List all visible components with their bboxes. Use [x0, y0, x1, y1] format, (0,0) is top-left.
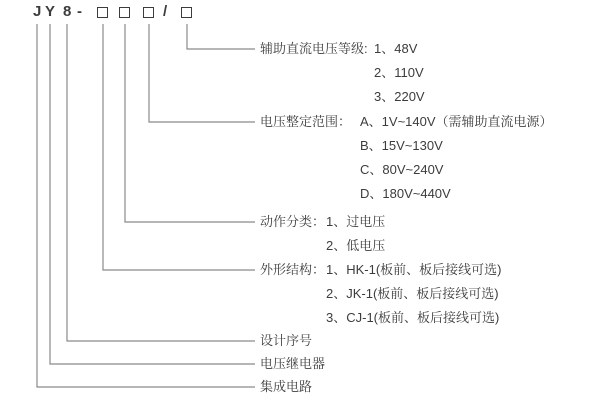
legend-option: 3、CJ-1(板前、板后接线可选) — [326, 310, 500, 325]
legend-row — [260, 37, 425, 61]
model-code-char-y: Y — [45, 3, 56, 20]
model-code-box-1 — [97, 7, 108, 18]
legend-option: 2、低电压 — [326, 238, 386, 253]
legend-design-serial — [260, 329, 312, 353]
legend-option: 2、110V — [374, 65, 424, 80]
legend-row — [260, 134, 553, 158]
model-code-box-3 — [143, 7, 154, 18]
legend-outline-structure-title: 外形结构： — [260, 262, 326, 277]
model-code-box-4 — [181, 7, 192, 18]
legend-row — [260, 306, 502, 330]
legend-row — [260, 258, 502, 282]
legend-option: 2、JK-1(板前、板后接线可选) — [326, 286, 499, 301]
connector-box1-outline-structure — [103, 24, 255, 270]
model-code-dash: - — [77, 3, 82, 20]
model-code-box-2 — [119, 7, 130, 18]
model-code-char-8: 8 — [63, 3, 72, 20]
legend-option: 1、48V — [374, 41, 418, 56]
legend-integrated-circuit — [260, 375, 312, 399]
legend-integrated-circuit-label: 集成电路 — [260, 379, 313, 394]
connector-char-y-voltage-relay — [50, 24, 255, 364]
connector-char-j-integrated-circuit — [37, 24, 255, 387]
legend-row — [260, 210, 385, 234]
legend-option: B、15V~130V — [360, 138, 443, 153]
connector-box3-setting-range — [149, 24, 255, 122]
legend-row — [260, 85, 425, 109]
legend-action-category-title: 动作分类： — [260, 214, 326, 229]
legend-row — [260, 158, 553, 182]
legend-aux-dc-voltage-title: 辅助直流电压等级: — [260, 41, 368, 56]
legend-option: 1、过电压 — [326, 214, 386, 229]
legend-voltage-setting-range-title: 电压整定范围： — [260, 114, 352, 129]
legend-row — [260, 110, 553, 134]
legend-aux-dc-voltage — [260, 37, 425, 109]
legend-option: C、80V~240V — [360, 162, 444, 177]
legend-action-category — [260, 210, 385, 258]
legend-option: 3、220V — [374, 89, 425, 104]
legend-option: 1、HK-1(板前、板后接线可选) — [326, 262, 502, 277]
legend-voltage-relay — [260, 352, 325, 376]
legend-design-serial-label: 设计序号 — [260, 333, 313, 348]
legend-option: A、1V~140V（需辅助直流电源） — [360, 114, 553, 129]
legend-row — [260, 282, 502, 306]
legend-option: D、180V~440V — [360, 186, 451, 201]
connector-char-8-design-serial — [67, 24, 255, 341]
legend-voltage-relay-label: 电压继电器 — [260, 356, 326, 371]
connector-box4-aux-voltage — [187, 24, 255, 49]
model-code-slash: / — [163, 3, 168, 20]
legend-row — [260, 234, 385, 258]
legend-row — [260, 61, 425, 85]
legend-voltage-setting-range — [260, 110, 553, 206]
model-code-char-j: J — [33, 3, 42, 20]
connector-box2-action-category — [125, 24, 255, 222]
legend-row — [260, 182, 553, 206]
legend-outline-structure — [260, 258, 502, 330]
